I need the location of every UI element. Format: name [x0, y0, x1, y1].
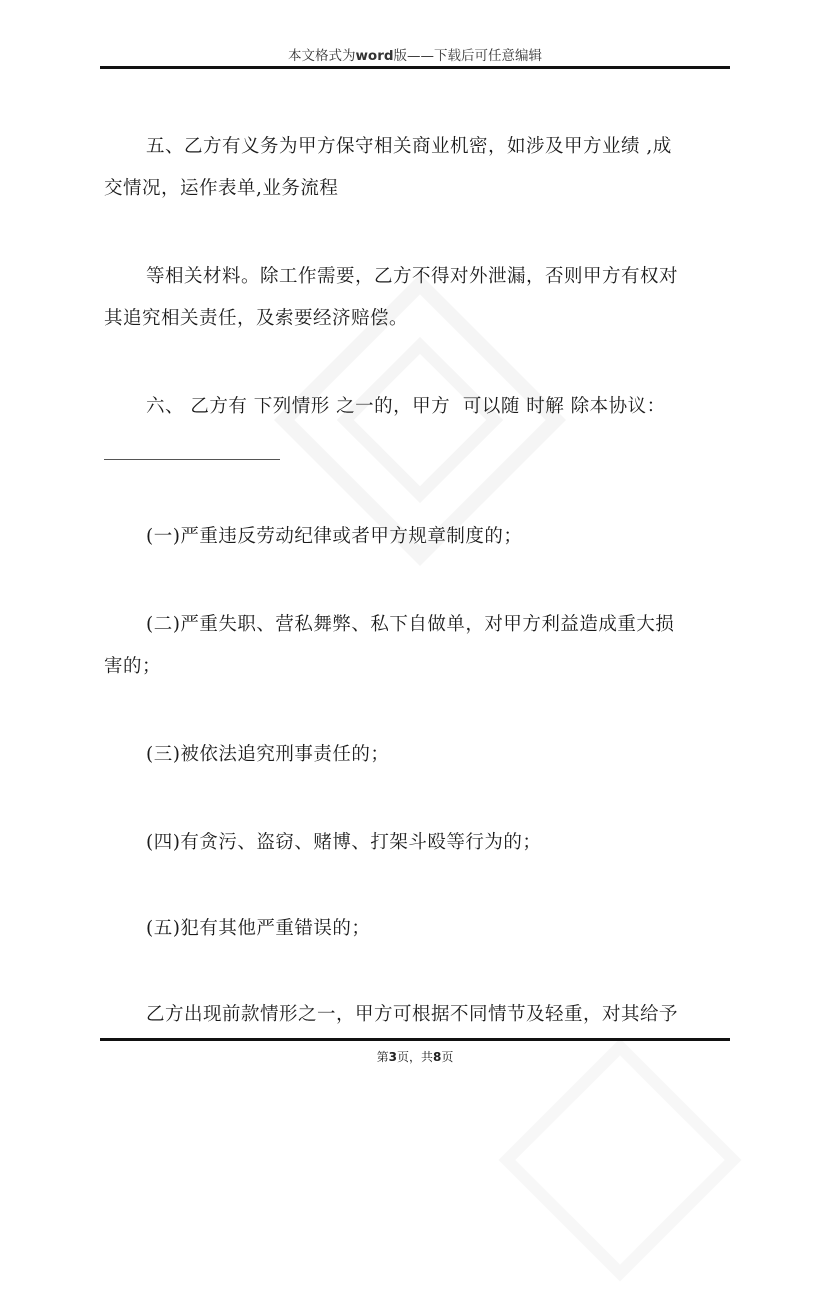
paragraph-materials-line-1: 等相关材料。除工作需要，乙方不得对外泄漏，否则甲方有权对 — [146, 266, 679, 287]
clause-2-line-1: (二)严重失职、营私舞弊、私下自做单，对甲方利益造成重大损 — [146, 614, 675, 635]
footer-mid: 页，共 — [396, 1050, 433, 1064]
footer-post: 页 — [441, 1050, 454, 1064]
paragraph-consequence-line-1: 乙方出现前款情形之一，甲方可根据不同情节及轻重，对其给予 — [146, 1004, 679, 1025]
header-rule — [100, 66, 730, 69]
page-footer — [0, 1048, 830, 1065]
paragraph-5-line-2: 交情况，运作表单,业务流程 — [104, 178, 339, 199]
paragraph-materials-line-2: 其追究相关责任，及索要经济赔偿。 — [104, 308, 409, 329]
header-text-post: 版——下载后可任意编辑 — [393, 48, 543, 64]
clause-1: (一)严重违反劳动纪律或者甲方规章制度的； — [146, 526, 523, 547]
paragraph-6-line-1: 六、 乙方有 下列情形 之一的，甲方 可以随 时解 除本协议： — [146, 396, 666, 417]
footer-rule — [100, 1038, 730, 1041]
footer-total-pages: 8 — [433, 1050, 442, 1064]
clause-5: (五)犯有其他严重错误的； — [146, 918, 371, 939]
paragraph-5-line-1: 五、乙方有义务为甲方保守相关商业机密，如涉及甲方业绩 ,成 — [146, 136, 672, 157]
page-header — [0, 44, 830, 64]
footer-pre: 第 — [376, 1050, 389, 1064]
clause-4: (四)有贪污、盗窃、赌博、打架斗殴等行为的； — [146, 832, 542, 853]
header-text-bold: word — [355, 48, 394, 64]
blank-underline — [104, 459, 280, 460]
clause-3: (三)被依法追究刑事责任的； — [146, 744, 390, 765]
clause-2-line-2: 害的； — [104, 656, 162, 677]
footer-page-number: 3 — [388, 1050, 397, 1064]
header-text-pre: 本文格式为 — [287, 48, 356, 64]
